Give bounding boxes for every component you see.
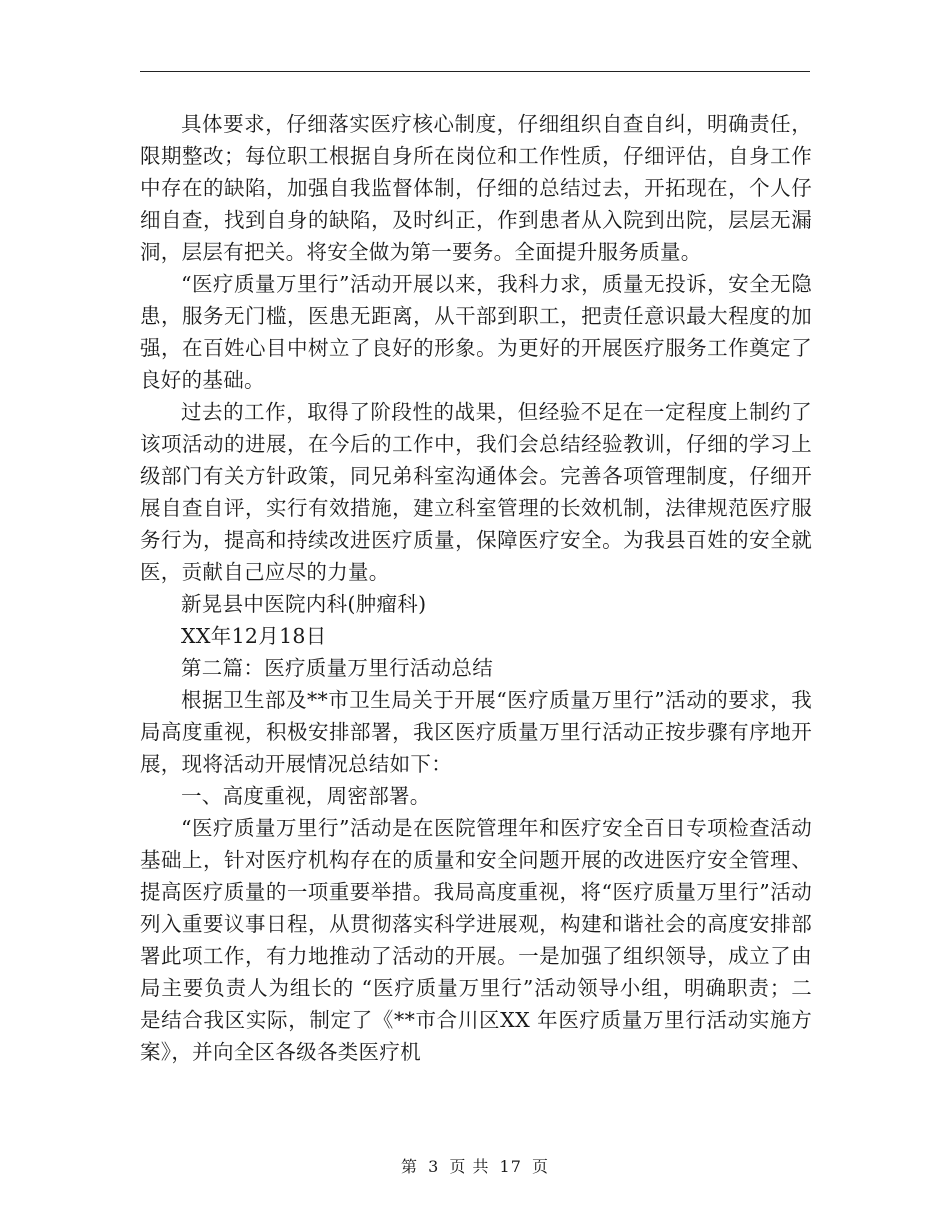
page-prefix: 第 (400, 1157, 418, 1176)
paragraph: 根据卫生部及**市卫生局关于开展“医疗质量万里行”活动的要求，我局高度重视，积极安排部署，我区医疗质量万里行活动正按步骤有序地开展，现将活动开展情况总结如下： (140, 688, 812, 776)
section-heading: 一、高度重视，周密部署。 (181, 784, 431, 808)
signature-date: XX年12月18日 (181, 624, 327, 648)
page-suffix: 页 (532, 1157, 550, 1176)
paragraph: 具体要求，仔细落实医疗核心制度，仔细组织自查自纠，明确责任，限期整改；每位职工根据自身所在岗位和工作性质，仔细评估，自身工作中存在的缺陷，加强自我监督体制，仔细的总结过去，开拓现在，个人仔细自查，找到自身的缺陷，及时纠正，作到患者从入院到出院，层层无漏洞，层层有把关。将安全做为第一要务。全面提升服务质量。 (140, 112, 812, 264)
header-rule (140, 71, 810, 72)
section-title: 第二篇：医疗质量万里行活动总结 (181, 656, 493, 680)
paragraph: “医疗质量万里行”活动开展以来，我科力求，质量无投诉，安全无隐患，服务无门槛，医患无距离，从干部到职工，把责任意识最大程度的加强，在百姓心目中树立了良好的形象。为更好的开展医疗服务工作奠定了良好的基础。 (140, 272, 812, 392)
total-page-count: 17 (499, 1157, 522, 1176)
current-page-number: 3 (428, 1157, 440, 1176)
paragraph: 过去的工作，取得了阶段性的战果，但经验不足在一定程度上制约了该项活动的进展，在今后的工作中，我们会总结经验教训，仔细的学习上级部门有关方针政策，同兄弟科室沟通体会。完善各项管理制度，仔细开展自查自评，实行有效措施，建立科室管理的长效机制，法律规范医疗服务行为，提高和持续改进医疗质量，保障医疗安全。为我县百姓的安全就医，贡献自己应尽的力量。 (140, 400, 812, 584)
paragraph: “医疗质量万里行”活动是在医院管理年和医疗安全百日专项检查活动基础上，针对医疗机构存在的质量和安全问题开展的改进医疗安全管理、提高医疗质量的一项重要举措。我局高度重视，将“医疗质量万里行”活动列入重要议事日程，从贯彻落实科学进展观，构建和谐社会的高度安排部署此项工作，有力地推动了活动的开展。一是加强了组织领导，成立了由局主要负责人为组长的 “医疗质量万里行”活动领导小组，明确职责；二是结合我区实际，制定了《**市合川区XX 年医疗质量万里行活动实施方案》，并向全区各级各类医疗机 (140, 816, 812, 1064)
document-body (140, 108, 812, 1068)
page-footer (0, 1154, 950, 1177)
signature-department: 新晃县中医院内科(肿瘤科) (181, 592, 427, 616)
page-mid: 页 共 (449, 1157, 490, 1176)
